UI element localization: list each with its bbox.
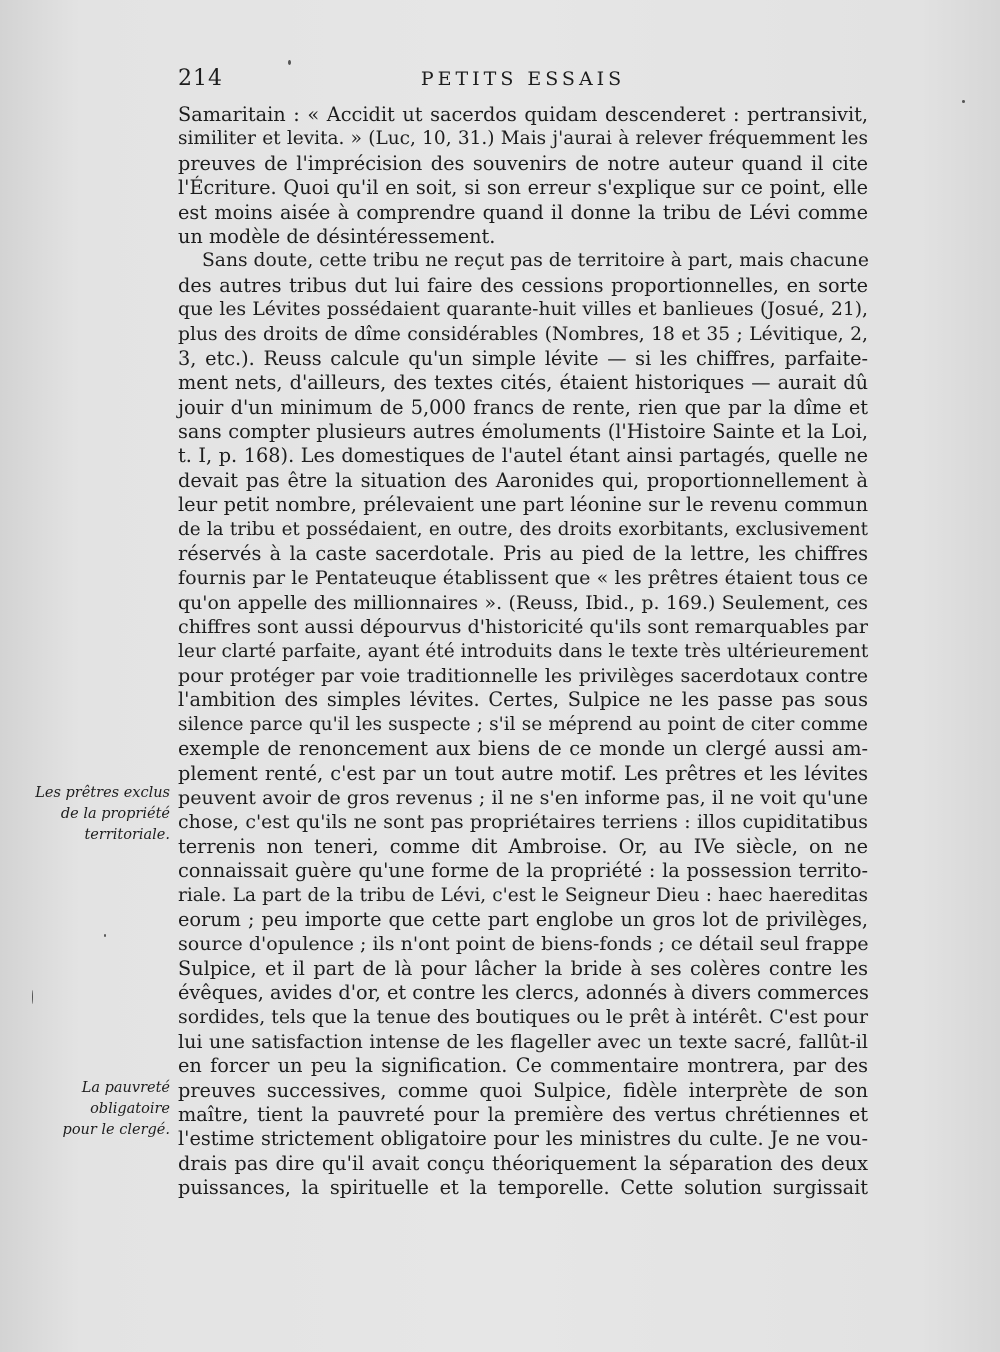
text-line: évêques, avides d'or, et contre les clercs, adonnés à divers commerces [178,981,869,1005]
print-speck [104,934,106,937]
page-header [178,66,868,100]
margin-note-line: La pauvreté [81,1080,170,1096]
text-line: riale. La part de la tribu de Lévi, c'est le Seigneur Dieu : haec haereditas [178,884,868,906]
text-line: leur petit nombre, prélevaient une part léonine sur le revenu commun [178,493,868,517]
text-line: t. I, p. 168). Les domestiques de l'autel étant ainsi partagés, quelle ne [178,444,868,468]
text-line: en forcer un peu la signification. Ce commentaire montrera, par des [178,1054,868,1078]
margin-note-poverty-obligatory [30,1078,178,1141]
text-line: l'ambition des simples lévites. Certes, Sulpice ne les passe pas sous [178,688,868,712]
margin-note-line: territoriale. [84,827,170,843]
margin-note-priests-excluded [30,783,178,846]
body-text [178,103,868,1201]
text-line: connaissait guère qu'une forme de la propriété : la possession territo- [178,859,868,883]
text-line: l'estime strictement obligatoire pour les ministres du culte. Je ne vou- [178,1127,868,1151]
text-line: plement renté, c'est par un tout autre motif. Les prêtres et les lévites [178,761,868,785]
text-line: 3, etc.). Reuss calcule qu'un simple lévite — si les chiffres, parfaite- [178,346,868,370]
text-line: que les Lévites possédaient quarante-huit villes et banlieues (Josué, 21), [178,299,868,321]
text-line: chose, c'est qu'ils ne sont pas propriétaires terriens : illos cupiditatibus [178,811,868,834]
text-line: drais pas dire qu'il avait conçu théoriquement la séparation des deux [178,1151,868,1175]
text-line: silence parce qu'il les suspecte ; s'il se méprend au point de citer comme [178,713,868,735]
text-line: preuves successives, comme quoi Sulpice, fidèle interprète de son [178,1078,868,1102]
text-line: fournis par le Pentateuque établissent que « les prêtres étaient tous ce [178,566,868,590]
text-line: de la tribu et possédaient, en outre, des droits exorbitants, exclusivement [178,518,868,540]
page-number: 214 [178,66,223,91]
text-line: source d'opulence ; ils n'ont point de biens-fonds ; ce détail seul frappe [178,932,869,956]
text-line: maître, tient la pauvreté pour la première des vertus chrétiennes et [178,1103,868,1127]
text-line: exemple de renoncement aux biens de ce monde un clergé aussi am- [178,737,868,761]
running-head: PETITS ESSAIS [420,68,626,90]
text-line: pour protéger par voie traditionnelle les privilèges sacerdotaux contre [178,663,868,687]
text-line: est moins aisée à comprendre quand il donne la tribu de Lévi comme [178,200,868,224]
text-line: lui une satisfaction intense de les flageller avec un texte sacré, fallût-il [178,1029,868,1053]
text-line: jouir d'un minimum de 5,000 francs de rente, rien que par la dîme et [178,395,868,419]
margin-note-line: pour le clergé. [62,1122,170,1138]
text-line: Samaritain : « Accidit ut sacerdos quidam descenderet : pertransivit, [178,103,868,126]
text-line: preuves de l'imprécision des souvenirs de notre auteur quand il cite [178,151,868,175]
text-line: similiter et levita. » (Luc, 10, 31.) Mais j'aurai à relever fréquemment les [178,128,868,150]
text-line: devait pas être la situation des Aaronides qui, proportionnellement à [178,468,868,492]
text-line: qu'on appelle des millionnaires ». (Reuss, Ibid., p. 169.) Seulement, ces [178,591,868,614]
text-line: chiffres sont aussi dépourvus d'historicité qu'ils sont remarquables par [178,615,868,639]
text-line: peuvent avoir de gros revenus ; il ne s'en informe pas, il ne voit qu'une [178,785,868,809]
print-speck [32,990,33,1004]
text-line: un modèle de désintéressement. [178,224,496,248]
text-line: l'Écriture. Quoi qu'il en soit, si son erreur s'explique sur ce point, elle [178,176,868,200]
text-line: sordides, tels que la tenue des boutiques ou le prêt à intérêt. C'est pour [178,1006,868,1029]
margin-note-line: de la propriété [60,806,170,822]
text-line: Sans doute, cette tribu ne reçut pas de territoire à part, mais chacune [202,250,869,272]
print-speck [288,60,291,65]
text-line: sans compter plusieurs autres émoluments (l'Histoire Sainte et la Loi, [178,420,868,444]
margin-note-line: Les prêtres exclus [35,785,170,801]
margin-note-line: obligatoire [90,1101,170,1117]
text-line: puissances, la spirituelle et la temporelle. Cette solution surgissait [178,1176,868,1200]
text-line: terrenis non teneri, comme dit Ambroise. Or, au IVe siècle, on ne [178,834,868,858]
text-line: Sulpice, et il part de là pour lâcher la bride à ses colères contre les [178,956,868,980]
text-line: des autres tribus dut lui faire des cessions proportionnelles, en sorte [178,273,868,297]
text-line: eorum ; peu importe que cette part englobe un gros lot de privilèges, [178,907,868,931]
print-speck [962,100,965,103]
text-line: plus des droits de dîme considérables (Nombres, 18 et 35 ; Lévitique, 2, [178,323,868,345]
text-line: leur clarté parfaite, ayant été introduits dans le texte très ultérieurement [178,640,869,662]
text-line: réservés à la caste sacerdotale. Pris au pied de la lettre, les chiffres [178,542,868,566]
text-line: ment nets, d'ailleurs, des textes cités, étaient historiques — aurait dû [178,371,868,395]
